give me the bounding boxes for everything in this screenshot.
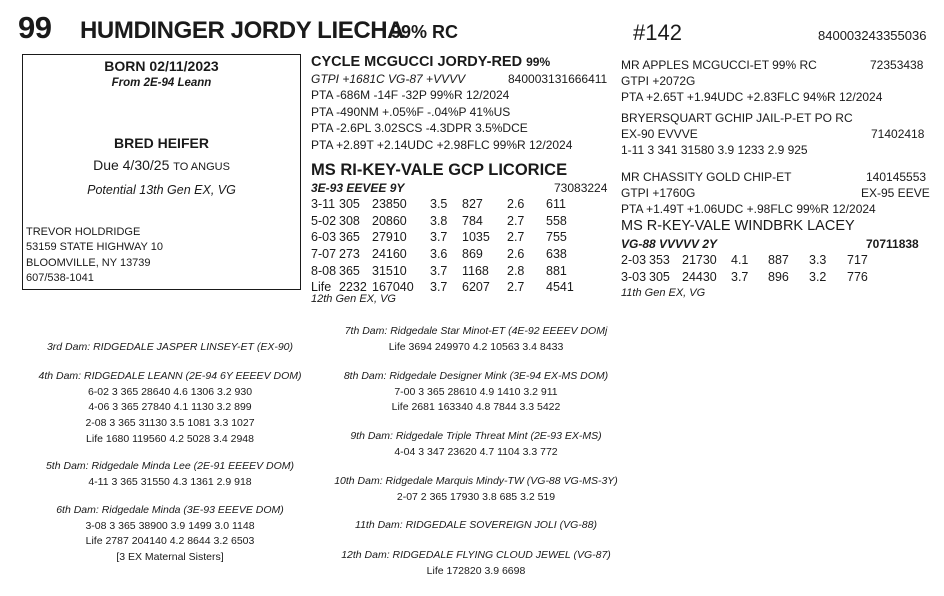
sires-sire-gtpi: GTPI +2072G [621, 74, 696, 88]
animal-percent: 99% RC [391, 22, 459, 42]
record-cell: 353 [649, 253, 670, 268]
record-cell: 4541 [546, 280, 574, 295]
record-cell: 3.2 [809, 269, 827, 284]
sire-name-text: CYCLE MCGUCCI JORDY-RED [311, 54, 523, 70]
ancestor-10th-dam [311, 474, 641, 505]
ancestor-6th-dam [20, 503, 320, 566]
record-cell: 2.7 [507, 213, 525, 228]
record-cell: 3.3 [809, 253, 827, 268]
record-cell: 1035 [462, 230, 490, 245]
record-cell: 24430 [682, 269, 717, 284]
record-cell: 3.5 [430, 197, 448, 212]
record-cell: 305 [649, 269, 670, 284]
owner-line: TREVOR HOLDRIDGE [26, 226, 141, 238]
record-row [621, 269, 877, 286]
ancestor-title: 3rd Dam: RIDGEDALE JASPER LINSEY-ET (EX-90) [46, 341, 294, 353]
ancestor-line: 4-11 3 365 31550 4.3 1361 2.9 918 [88, 475, 252, 488]
dams-dam-classification: VG-88 VVVVV 2Y [621, 237, 718, 251]
record-cell: 365 [339, 263, 360, 278]
ancestor-title: 8th Dam: Ridgedale Designer Mink (3E-94 EX-MS DOM) [343, 370, 609, 382]
registration-number: 840003243355036 [818, 28, 927, 43]
record-cell: 3.8 [430, 213, 448, 228]
record-cell: 27910 [372, 230, 407, 245]
record-cell: 3.7 [430, 230, 448, 245]
record-cell: 3-03 [621, 269, 647, 284]
ancestor-line: 4-06 3 365 27840 4.1 1130 3.2 899 [88, 401, 252, 414]
record-cell: 784 [462, 213, 483, 228]
dams-sire-gtpi: GTPI +1760G [621, 186, 696, 200]
ancestor-line: Life 2681 163340 4.8 7844 3.3 5422 [391, 401, 561, 414]
record-cell: 2.6 [507, 197, 525, 212]
record-cell: 3-11 [311, 197, 336, 212]
record-cell: 23850 [372, 197, 407, 212]
sires-dam-classification: EX-90 EVVVE [621, 127, 698, 141]
record-cell: 5-02 [311, 213, 337, 228]
animal-name: HUMDINGER JORDY LIECHA [80, 17, 405, 44]
record-cell: 308 [339, 213, 360, 228]
sire-name [311, 54, 550, 70]
ancestor-5th-dam [20, 459, 320, 490]
ancestor-title: 7th Dam: Ridgedale Star Minot-ET (4E-92 EEEEV DOMj [344, 325, 608, 337]
record-cell: 2.7 [507, 230, 525, 245]
record-cell: 24160 [372, 247, 407, 262]
ancestor-line: Life 172820 3.9 6698 [426, 564, 526, 577]
ancestor-line: 6-02 3 365 28640 4.6 1306 3.2 930 [87, 385, 253, 398]
info-box [22, 54, 301, 290]
record-cell: 717 [847, 253, 868, 268]
record-row [311, 213, 576, 230]
record-cell: 2232 [339, 280, 367, 295]
sires-dam-record: 1-11 3 341 31580 3.9 1233 2.9 925 [621, 143, 808, 157]
record-cell: 305 [339, 197, 360, 212]
dam-registration: 73083224 [554, 181, 608, 195]
record-cell: 896 [768, 269, 789, 284]
dam-classification: 3E-93 EEVEE 9Y [311, 181, 405, 195]
sires-dam-registration: 71402418 [871, 127, 925, 141]
dam-records [311, 196, 576, 296]
ancestor-12th-dam [321, 548, 631, 579]
sires-sire-name: MR APPLES MCGUCCI-ET 99% RC [621, 58, 817, 72]
ancestor-title: 4th Dam: RIDGEDALE LEANN (2E-94 6Y EEEEV DOM) [38, 370, 302, 382]
record-cell: 2.8 [507, 263, 525, 278]
record-cell: 6-03 [311, 230, 337, 245]
ancestor-title: 11th Dam: RIDGEDALE SOVEREIGN JOLI (VG-88) [355, 519, 597, 531]
record-cell: 167040 [372, 280, 414, 295]
dams-sire-name: MR CHASSITY GOLD CHIP-ET [621, 170, 792, 184]
record-cell: 31510 [372, 263, 407, 278]
ancestor-7th-dam [321, 324, 631, 355]
record-cell: Life [311, 280, 332, 295]
potential-generation: Potential 13th Gen EX, VG [87, 183, 236, 197]
record-cell: 881 [546, 263, 567, 278]
ancestor-line: Life 2787 204140 4.2 8644 3.2 6503 [85, 535, 255, 548]
dams-dam-generation: 11th Gen EX, VG [621, 287, 706, 299]
record-cell: 3.7 [430, 280, 448, 295]
record-cell: 776 [847, 269, 868, 284]
owner-line: BLOOMVILLE, NY 13739 [26, 256, 151, 269]
ancestor-9th-dam [321, 429, 631, 460]
record-cell: 2.7 [507, 280, 525, 295]
record-cell: 887 [768, 253, 789, 268]
record-cell: 558 [546, 213, 567, 228]
record-cell: 273 [339, 247, 360, 262]
ancestor-line: 3-08 3 365 38900 3.9 1499 3.0 1148 [85, 519, 255, 532]
record-cell: 8-08 [311, 263, 337, 278]
record-cell: 2-03 [621, 253, 647, 268]
sire-pta-line: PTA -2.6PL 3.02SCS -4.3DPR 3.5%DCE [311, 121, 528, 135]
ancestor-8th-dam [321, 369, 631, 416]
ancestor-line: 4-04 3 347 23620 4.7 1104 3.3 772 [394, 445, 558, 458]
sire-pta-line: PTA +2.89T +2.14UDC +2.98FLC 99%R 12/2024 [311, 137, 573, 152]
sire-pta-line: PTA -686M -14F -32P 99%R 12/2024 [311, 88, 510, 102]
dam-name: MS RI-KEY-VALE GCP LICORICE [311, 161, 568, 179]
dams-sire-pta: PTA +1.49T +1.06UDC +.98FLC 99%R 12/2024 [621, 202, 876, 216]
ancestor-line: [3 EX Maternal Sisters] [116, 551, 224, 564]
owner-address [26, 225, 163, 286]
due-main: Due 4/30/25 [93, 157, 170, 173]
record-cell: 3.7 [731, 269, 749, 284]
sires-dam-name: BRYERSQUART GCHIP JAIL-P-ET PO RC [621, 111, 853, 125]
due-date [23, 157, 300, 173]
record-row [621, 252, 877, 269]
record-cell: 869 [462, 247, 483, 262]
ancestor-line: Life 1680 119560 4.2 5028 3.4 2948 [86, 432, 254, 445]
dams-sire-registration: 140145553 [866, 170, 927, 184]
dams-sire-classification: EX-95 EEVE [861, 186, 930, 200]
record-cell: 21730 [682, 253, 717, 268]
record-cell: 6207 [462, 280, 490, 295]
record-row [311, 229, 576, 246]
from-dam: From 2E-94 Leann [111, 77, 212, 89]
ancestor-3rd-dam [20, 340, 320, 356]
sires-sire-pta: PTA +2.65T +1.94UDC +2.83FLC 94%R 12/2024 [621, 90, 883, 104]
record-cell: 4.1 [731, 253, 749, 268]
lot-number: 99 [18, 10, 52, 45]
record-row [311, 246, 576, 263]
ancestor-title: 10th Dam: Ridgedale Marquis Mindy-TW (VG-88 VG-MS-3Y) [334, 475, 618, 487]
due-service-sire: TO ANGUS [173, 161, 230, 173]
record-cell: 3.6 [430, 247, 448, 262]
record-cell: 3.7 [430, 263, 448, 278]
ancestor-11th-dam [321, 518, 631, 534]
ancestor-title: 9th Dam: Ridgedale Triple Threat Mint (2E-93 EX-MS) [350, 430, 602, 442]
record-cell: 638 [546, 247, 567, 262]
bred-status: BRED HEIFER [114, 135, 209, 151]
record-row [311, 262, 576, 279]
ancestor-line: Life 3694 249970 4.2 10563 3.4 8433 [388, 340, 564, 353]
sire-gtpi: GTPI +1681C VG-87 +VVVV [311, 72, 466, 86]
record-cell: 1168 [462, 263, 489, 278]
record-cell: 611 [546, 197, 566, 212]
birth-date: BORN 02/11/2023 [104, 58, 219, 74]
ancestor-line: 7-00 3 365 28610 4.9 1410 3.2 911 [394, 385, 558, 398]
sire-registration: 840003131666411 [508, 72, 608, 86]
record-cell: 827 [462, 197, 483, 212]
owner-line: 607/538-1041 [26, 271, 94, 284]
catalog-number: #142 [633, 20, 682, 45]
dams-dam-registration: 70711838 [866, 237, 919, 251]
ancestor-title: 12th Dam: RIDGEDALE FLYING CLOUD JEWEL (VG-87) [341, 549, 611, 561]
record-cell: 20860 [372, 213, 407, 228]
dam-generation: 12th Gen EX, VG [311, 293, 396, 305]
record-cell: 2.6 [507, 247, 525, 262]
record-cell: 755 [546, 230, 567, 245]
sires-sire-registration: 72353438 [870, 58, 924, 72]
sire-percent: 99% [526, 55, 551, 69]
ancestor-line: 2-07 2 365 17930 3.8 685 3.2 519 [396, 490, 556, 503]
record-cell: 365 [339, 230, 360, 245]
sire-pta-line: PTA -490NM +.05%F -.04%P 41%US [311, 104, 511, 119]
dams-dam-records [621, 252, 877, 285]
ancestor-4th-dam [20, 369, 320, 448]
owner-line: 53159 STATE HIGHWAY 10 [26, 241, 163, 254]
ancestor-line: 2-08 3 365 31130 3.5 1081 3.3 1027 [85, 417, 255, 430]
dams-dam-name: MS R-KEY-VALE WINDBRK LACEY [621, 218, 855, 234]
record-row [311, 196, 576, 213]
ancestor-title: 6th Dam: Ridgedale Minda (3E-93 EEEVE DOM) [56, 504, 284, 516]
record-cell: 7-07 [311, 247, 337, 262]
ancestor-title: 5th Dam: Ridgedale Minda Lee (2E-91 EEEEV DOM) [45, 460, 295, 472]
